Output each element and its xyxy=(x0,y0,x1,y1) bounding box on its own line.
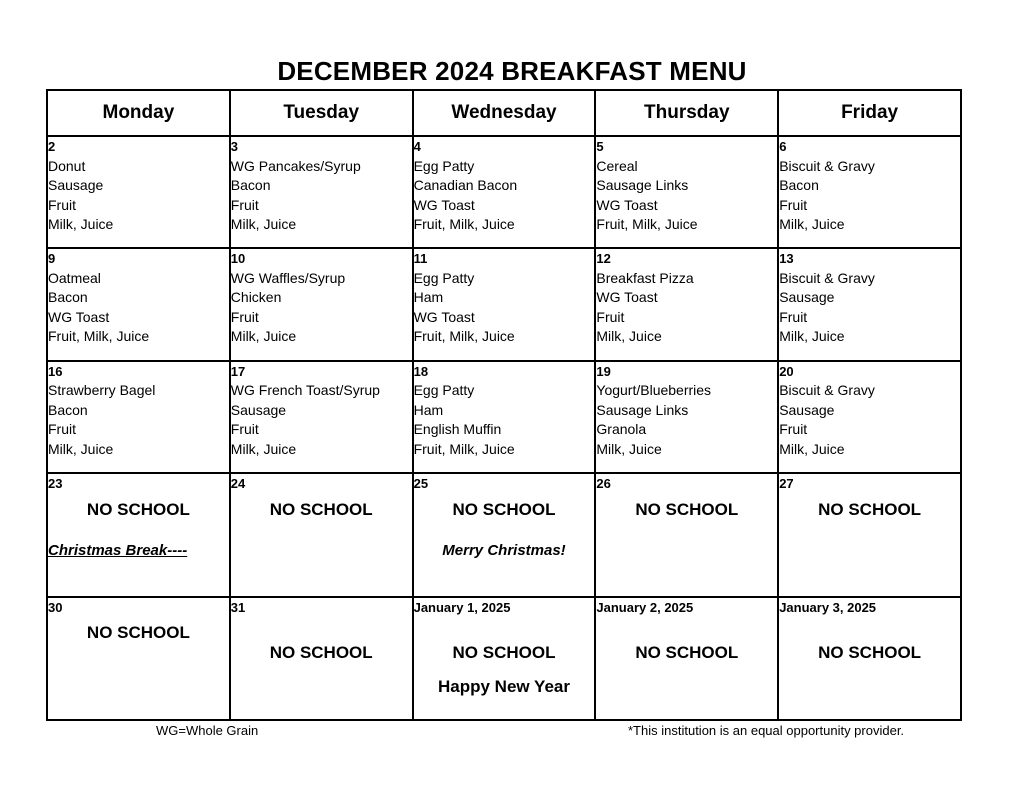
menu-item: Biscuit & Gravy xyxy=(779,157,875,174)
footer-disclaimer: *This institution is an equal opportunity provider. xyxy=(628,723,905,738)
day-number: 2 xyxy=(48,139,56,154)
day-cell xyxy=(413,473,596,596)
menu-item: Cereal xyxy=(596,157,638,174)
holiday-note: Merry Christmas! xyxy=(442,542,566,560)
no-school-label: NO SCHOOL xyxy=(86,499,190,519)
day-cell xyxy=(595,248,778,360)
day-number: 3 xyxy=(230,139,239,154)
day-cell xyxy=(413,597,596,720)
day-cell xyxy=(595,473,778,596)
menu-item: Sausage Links xyxy=(596,401,689,418)
menu-item: Fruit, Milk, Juice xyxy=(48,328,150,345)
menu-item: Donut xyxy=(48,157,86,174)
week-row-3 xyxy=(47,361,961,473)
menu-item: English Muffin xyxy=(413,421,502,438)
day-number: January 2, 2025 xyxy=(596,599,694,615)
no-school-label: NO SCHOOL xyxy=(635,499,739,519)
menu-item: Fruit xyxy=(230,196,259,213)
menu-item: Fruit xyxy=(596,308,625,325)
menu-item: Bacon xyxy=(779,177,819,193)
menu-item: Milk, Juice xyxy=(48,440,114,457)
menu-item: Fruit, Milk, Juice xyxy=(413,440,515,457)
no-school-label: NO SCHOOL xyxy=(269,499,373,519)
menu-item: WG Pancakes/Syrup xyxy=(230,157,361,174)
day-number: 23 xyxy=(48,476,63,492)
day-cell xyxy=(595,361,778,473)
header-wednesday: Wednesday xyxy=(413,90,596,136)
menu-item: Sausage Links xyxy=(596,177,689,193)
menu-item: WG Toast xyxy=(596,196,658,213)
day-number: 16 xyxy=(48,363,63,379)
no-school-label: NO SCHOOL xyxy=(86,623,190,643)
menu-item: Milk, Juice xyxy=(779,440,845,457)
menu-item: Ham xyxy=(413,289,444,306)
menu-item: WG Waffles/Syrup xyxy=(230,269,346,286)
day-number: 30 xyxy=(48,599,63,615)
header-monday: Monday xyxy=(47,90,230,136)
menu-item: Milk, Juice xyxy=(596,328,662,345)
day-cell xyxy=(778,136,961,248)
menu-item: WG Toast xyxy=(413,196,475,213)
menu-item: Fruit xyxy=(779,421,808,438)
menu-item: Fruit, Milk, Juice xyxy=(596,216,698,232)
day-number: 27 xyxy=(779,476,794,492)
menu-item: Oatmeal xyxy=(48,269,101,286)
day-cell xyxy=(778,248,961,360)
day-number: 4 xyxy=(413,139,421,154)
menu-item: Egg Patty xyxy=(413,269,475,286)
day-cell xyxy=(47,597,230,720)
menu-item: Bacon xyxy=(48,401,88,418)
day-number: 24 xyxy=(230,476,246,492)
menu-item: Biscuit & Gravy xyxy=(779,269,875,286)
menu-calendar xyxy=(46,89,962,721)
day-cell xyxy=(230,361,413,473)
day-cell xyxy=(230,136,413,248)
menu-item: Egg Patty xyxy=(413,382,475,399)
menu-item: Ham xyxy=(413,401,444,418)
weekday-header-row xyxy=(47,90,961,136)
menu-item: Chicken xyxy=(230,289,282,306)
menu-item: WG Toast xyxy=(48,308,110,325)
day-number: 5 xyxy=(596,139,604,154)
no-school-label: NO SCHOOL xyxy=(818,643,922,663)
day-cell xyxy=(47,473,230,596)
day-number: 12 xyxy=(596,251,611,267)
menu-weeks xyxy=(47,136,961,720)
menu-item: WG French Toast/Syrup xyxy=(230,382,380,399)
menu-item: Fruit, Milk, Juice xyxy=(413,216,515,232)
day-cell xyxy=(47,361,230,473)
day-cell xyxy=(230,597,413,720)
menu-item: Bacon xyxy=(48,289,88,306)
menu-item: Canadian Bacon xyxy=(413,177,518,193)
menu-item: WG Toast xyxy=(413,308,475,325)
menu-item: Granola xyxy=(596,421,647,438)
day-number: 31 xyxy=(230,599,246,615)
menu-item: Milk, Juice xyxy=(230,440,297,457)
no-school-label: NO SCHOOL xyxy=(452,499,556,519)
week-row-4 xyxy=(47,473,961,596)
day-cell xyxy=(47,248,230,360)
holiday-note: Christmas Break---- xyxy=(48,542,188,560)
day-number: 20 xyxy=(779,363,794,379)
day-number: 13 xyxy=(779,251,794,267)
day-cell xyxy=(47,136,230,248)
menu-item: Fruit xyxy=(230,308,259,325)
header-friday: Friday xyxy=(778,90,961,136)
week-row-2 xyxy=(47,248,961,360)
menu-item: WG Toast xyxy=(596,289,658,306)
day-cell xyxy=(595,136,778,248)
menu-item: Sausage xyxy=(779,401,835,418)
day-cell xyxy=(778,473,961,596)
day-cell xyxy=(413,361,596,473)
menu-item: Fruit xyxy=(230,421,259,438)
menu-item: Egg Patty xyxy=(413,157,475,174)
menu-item: Milk, Juice xyxy=(779,216,845,232)
menu-item: Milk, Juice xyxy=(596,440,662,457)
no-school-label: NO SCHOOL xyxy=(818,499,922,519)
day-cell xyxy=(413,248,596,360)
header-tuesday: Tuesday xyxy=(230,90,413,136)
menu-item: Fruit xyxy=(48,196,76,213)
no-school-label: NO SCHOOL xyxy=(452,643,556,663)
day-cell xyxy=(778,361,961,473)
day-number: 19 xyxy=(596,363,611,379)
day-cell xyxy=(413,136,596,248)
page-title: DECEMBER 2024 BREAKFAST MENU xyxy=(277,56,747,86)
holiday-note: Happy New Year xyxy=(438,676,570,696)
menu-item: Sausage xyxy=(779,289,835,306)
menu-item: Bacon xyxy=(230,177,271,193)
menu-item: Biscuit & Gravy xyxy=(779,382,875,399)
day-cell xyxy=(778,597,961,720)
menu-item: Strawberry Bagel xyxy=(48,382,156,399)
day-number: 18 xyxy=(413,363,429,379)
header-thursday: Thursday xyxy=(595,90,778,136)
menu-item: Sausage xyxy=(230,401,287,418)
menu-item: Yogurt/Blueberries xyxy=(596,382,712,399)
menu-item: Fruit xyxy=(48,421,76,438)
menu-item: Fruit, Milk, Juice xyxy=(413,328,515,345)
day-number: 9 xyxy=(48,251,56,267)
day-cell xyxy=(230,248,413,360)
week-row-1 xyxy=(47,136,961,248)
no-school-label: NO SCHOOL xyxy=(269,643,373,663)
day-number: 25 xyxy=(413,476,429,492)
menu-item: Sausage xyxy=(48,177,104,193)
menu-item: Milk, Juice xyxy=(230,216,297,232)
day-number: 11 xyxy=(413,251,428,267)
day-number: January 3, 2025 xyxy=(779,599,877,615)
day-number: 26 xyxy=(596,476,611,492)
day-number: January 1, 2025 xyxy=(413,599,511,615)
day-cell xyxy=(595,597,778,720)
day-cell xyxy=(230,473,413,596)
day-number: 17 xyxy=(230,363,246,379)
menu-item: Fruit xyxy=(779,308,808,325)
footer-legend: WG=Whole Grain xyxy=(156,723,259,738)
menu-item: Milk, Juice xyxy=(779,328,845,345)
menu-item: Fruit xyxy=(779,196,808,213)
day-number: 6 xyxy=(779,139,787,154)
week-row-5 xyxy=(47,597,961,720)
menu-item: Milk, Juice xyxy=(230,328,297,345)
no-school-label: NO SCHOOL xyxy=(635,643,739,663)
menu-item: Breakfast Pizza xyxy=(596,269,694,286)
day-number: 10 xyxy=(230,251,246,267)
menu-item: Milk, Juice xyxy=(48,216,114,232)
